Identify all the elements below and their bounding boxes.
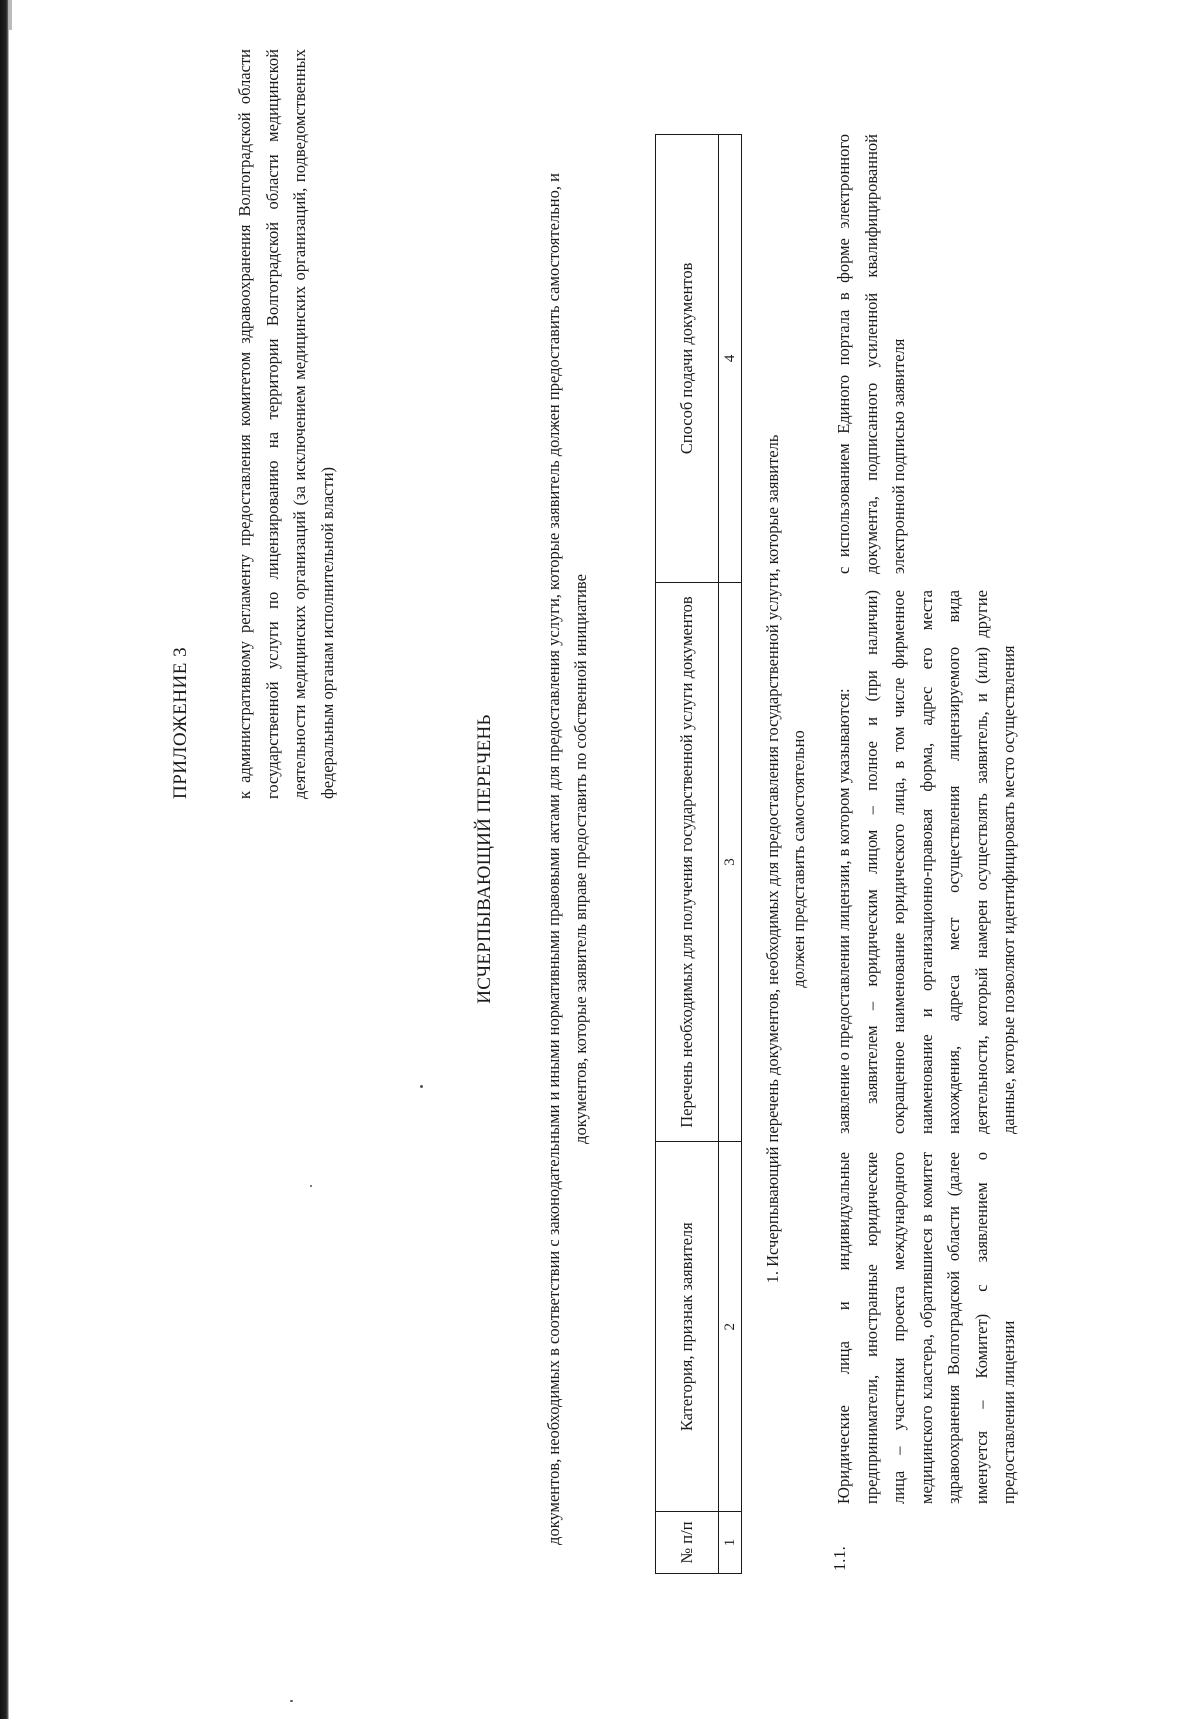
document-title: ИСЧЕРПЫВАЮЩИЙ ПЕРЕЧЕНЬ — [474, 714, 495, 1004]
row-documents-text: заявителем – юридическим лицом – полное и (при наличии) сокращенное наименование юридического лица, в том числе фирменное наименование и организационно-правовая форма, адрес его места нахождения, адреса мест осуществления лицензируемого вида деятельности, который намерен осуществлять заявитель, и (или) другие данные, которые позволяют идентифицировать место осуществления — [861, 590, 1018, 1134]
column-number: 3 — [719, 582, 742, 1142]
row-documents — [830, 590, 1200, 1134]
column-header-number: № п/п — [656, 1512, 719, 1574]
section-heading: 1. Исчерпывающий перечень документов, необходимых для предоставления государственной услуги, которые заявитель должен представить самостоятельно — [763, 434, 808, 1284]
row-submission: с использованием Единого портала в форме электронного документа, подписанного усиленной квалифицированной электронной подписью заявителя — [834, 134, 908, 574]
column-header-category: Категория, признак заявителя — [656, 1142, 719, 1512]
column-header-submission: Способ подачи документов — [656, 135, 719, 583]
document-description: документов, необходимых в соответствии с законодательными и иными нормативными правовыми актами для предоставления услуги, которые заявитель должен предоставить самостоятельно, и документов, которые заявитель вправе предоставить по собственной инициативе — [544, 173, 590, 1545]
column-number: 2 — [719, 1142, 742, 1512]
appendix-title: ПРИЛОЖЕНИЕ 3 — [170, 646, 191, 799]
column-number: 1 — [719, 1512, 742, 1574]
appendix-subtitle: к административному регламенту предоставления комитетом здравоохранения Волгоградской области государственной услуги по лицензированию на территории Волгоградской области медицинской деятельности медицинских организаций (за исключением медицинских организаций, подведомственных федеральным органам исполнительной власти) — [235, 49, 337, 799]
row-number: 1.1. — [830, 1546, 849, 1571]
table-column-numbers-row — [719, 135, 742, 1574]
row-category: Юридические лица и индивидуальные предприниматели, иностранные юридические лица – участники проекта международного медицинского кластера, обратившиеся в комитет здравоохранения Волгоградской области (далее именуется – Комитет) с заявлением о предоставлении лицензии — [834, 1152, 1018, 1504]
table-header-row — [656, 135, 719, 1574]
row-documents-intro: заявление о предоставлении лицензии, в котором указываются: — [834, 688, 853, 1134]
requirements-table — [655, 134, 742, 1574]
column-number: 4 — [719, 135, 742, 583]
column-header-documents: Перечень необходимых для получения государственной услуги документов — [656, 582, 719, 1142]
